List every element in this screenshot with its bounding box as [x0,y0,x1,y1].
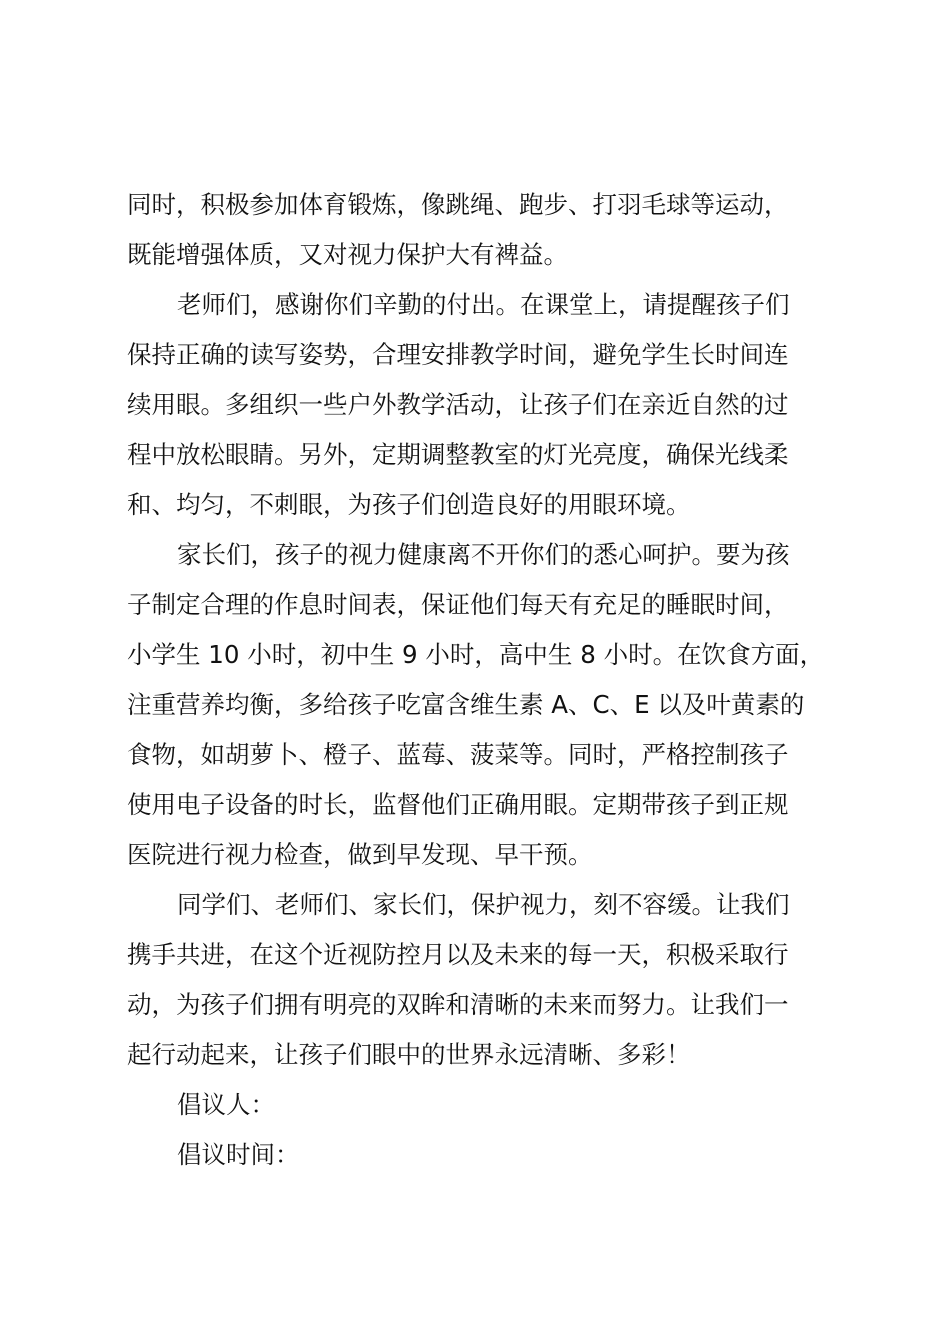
text-line: 携手共进，在这个近视防控月以及未来的每一天，积极采取行 [127,940,789,969]
text-line: 子制定合理的作息时间表，保证他们每天有充足的睡眠时间， [127,590,789,619]
initiative-date-label: 倡议时间： [177,1140,300,1169]
paragraph-parents-start: 家长们，孩子的视力健康离不开你们的悉心呵护。要为孩 [177,540,790,569]
text-line: 注重营养均衡，多给孩子吃富含维生素 A、C、E 以及叶黄素的 [127,690,805,719]
text-line: 既能增强体质，又对视力保护大有裨益。 [127,240,568,269]
text-line: 小学生 10 小时，初中生 9 小时，高中生 8 小时。在饮食方面， [127,640,825,669]
text-line: 程中放松眼睛。另外，定期调整教室的灯光亮度，确保光线柔 [127,440,789,469]
paragraph-closing-start: 同学们、老师们、家长们，保护视力，刻不容缓。让我们 [177,890,790,919]
text-line: 同时，积极参加体育锻炼，像跳绳、跑步、打羽毛球等运动， [127,190,789,219]
text-line: 保持正确的读写姿势，合理安排教学时间，避免学生长时间连 [127,340,789,369]
text-line: 使用电子设备的时长，监督他们正确用眼。定期带孩子到正规 [127,790,789,819]
text-line: 和、均匀，不刺眼，为孩子们创造良好的用眼环境。 [127,490,691,519]
text-line: 医院进行视力检查，做到早发现、早干预。 [127,840,593,869]
text-line: 续用眼。多组织一些户外教学活动，让孩子们在亲近自然的过 [127,390,789,419]
text-line: 食物，如胡萝卜、橙子、蓝莓、菠菜等。同时，严格控制孩子 [127,740,789,769]
paragraph-teachers-start: 老师们，感谢你们辛勤的付出。在课堂上，请提醒孩子们 [177,290,790,319]
initiator-label: 倡议人： [177,1090,275,1119]
text-line: 动，为孩子们拥有明亮的双眸和清晰的未来而努力。让我们一 [127,990,789,1019]
text-line: 起行动起来，让孩子们眼中的世界永远清晰、多彩！ [127,1040,691,1069]
